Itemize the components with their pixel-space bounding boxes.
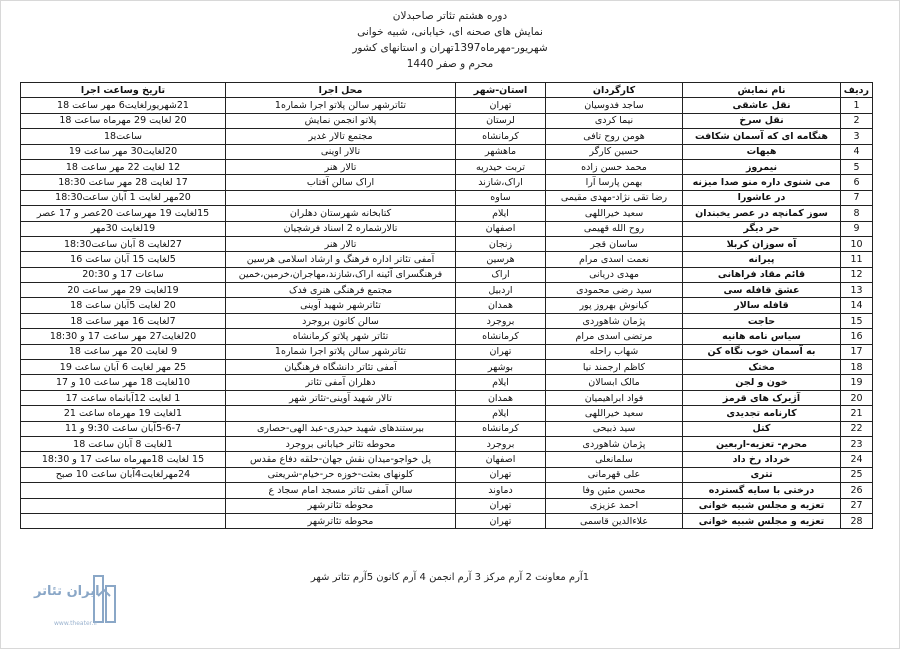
document-header (0, 8, 900, 72)
cell-province-city: ایلام (456, 406, 546, 421)
cell-venue: محوطه تئاتر خیابانی بروجرد (226, 436, 456, 451)
cell-row-number: 22 (841, 421, 873, 436)
cell-date-time (21, 513, 226, 528)
cell-row-number: 13 (841, 283, 873, 298)
cell-venue: تالار شهید آوینی-تئاتر شهر (226, 390, 456, 405)
cell-date-time: 19لغایت 30مهر (21, 221, 226, 236)
cell-date-time: 20مهر لغایت 1 آبان ساعت18:30 (21, 190, 226, 205)
cell-date-time: 24مهرلغایت4آبان ساعت 10 صبح (21, 467, 226, 482)
cell-row-number: 18 (841, 360, 873, 375)
table-row (21, 390, 873, 405)
cell-province-city: بوشهر (456, 360, 546, 375)
cell-date-time: 12 لغایت 22 مهر ساعت 18 (21, 159, 226, 174)
column-header-province-city: استان-شهر (456, 83, 546, 98)
cell-province-city: بروجرد (456, 313, 546, 328)
cell-date-time: 1لغایت 8 آبان ساعت 18 (21, 436, 226, 451)
cell-row-number: 1 (841, 98, 873, 113)
cell-province-city: ماهشهر (456, 144, 546, 159)
cell-venue: آمفی تئاتر دانشگاه فرهنگیان (226, 360, 456, 375)
cell-director: سعید خیراللهی (546, 206, 683, 221)
cell-province-city: لرستان (456, 113, 546, 128)
watermark-logo (14, 568, 124, 638)
table-header-row (21, 83, 873, 98)
cell-row-number: 27 (841, 498, 873, 513)
cell-venue: سالن آمفی تئاتر مسجد امام سجاد ع (226, 483, 456, 498)
cell-province-city: تهران (456, 344, 546, 359)
cell-venue: محوطه تئاترشهر (226, 498, 456, 513)
cell-director: مالک ابسالان (546, 375, 683, 390)
table-row (21, 498, 873, 513)
cell-show-title: عشق قافله سی (683, 283, 841, 298)
cell-row-number: 15 (841, 313, 873, 328)
cell-show-title: نیمروز (683, 159, 841, 174)
column-header-row-number: ردیف (841, 83, 873, 98)
cell-venue: تالار هنر (226, 159, 456, 174)
cell-row-number: 16 (841, 329, 873, 344)
cell-row-number: 20 (841, 390, 873, 405)
cell-show-title: خرداد رخ داد (683, 452, 841, 467)
table-row (21, 98, 873, 113)
cell-province-city: اراک،شازند (456, 175, 546, 190)
cell-show-title: آژیرک های قرمز (683, 390, 841, 405)
cell-date-time: 19لغایت 29 مهر ساعت 20 (21, 283, 226, 298)
cell-show-title: نقل سرخ (683, 113, 841, 128)
cell-row-number: 6 (841, 175, 873, 190)
table-row (21, 190, 873, 205)
cell-venue: آمفی تئاتر اداره فرهنگ و ارشاد اسلامی هرسین (226, 252, 456, 267)
cell-director: کیانوش بهروز پور (546, 298, 683, 313)
cell-director: روح الله قهیمی (546, 221, 683, 236)
table-row (21, 283, 873, 298)
cell-province-city: کرمانشاه (456, 329, 546, 344)
cell-date-time (21, 498, 226, 513)
cell-province-city: تربت حیدریه (456, 159, 546, 174)
cell-show-title: در عاشورا (683, 190, 841, 205)
cell-date-time: 1 لغایت 12آبانماه ساعت 17 (21, 390, 226, 405)
cell-province-city: ایلام (456, 206, 546, 221)
cell-show-title: می شنوی داره منو صدا میزنه (683, 175, 841, 190)
cell-venue: مجتمع فرهنگی هنری فدک (226, 283, 456, 298)
cell-province-city: هرسین (456, 252, 546, 267)
cell-date-time: 17 لغایت 28 مهر ساعت 18:30 (21, 175, 226, 190)
cell-province-city: کرمانشاه (456, 129, 546, 144)
table-row (21, 483, 873, 498)
cell-province-city: کرمانشاه (456, 421, 546, 436)
cell-row-number: 3 (841, 129, 873, 144)
cell-show-title: قائم مقاد فراهانی (683, 267, 841, 282)
cell-date-time: 5-6-7آبان ساعت 9:30 و 11 (21, 421, 226, 436)
cell-date-time: 5لغایت 15 آبان ساعت 16 (21, 252, 226, 267)
table-row (21, 129, 873, 144)
table-row (21, 313, 873, 328)
cell-date-time: 9 لغایت 20 مهر ساعت 18 (21, 344, 226, 359)
cell-director: شهاب راحله (546, 344, 683, 359)
cell-show-title: تعزیه و مجلس شبیه خوانی (683, 498, 841, 513)
cell-venue: پلاتو انجمن نمایش (226, 113, 456, 128)
column-header-date-time: تاریخ وساعت اجرا (21, 83, 226, 98)
table-row (21, 513, 873, 528)
table-row (21, 159, 873, 174)
table-row (21, 144, 873, 159)
cell-venue: تالار اوینی (226, 144, 456, 159)
cell-date-time: 20 لغایت 29 مهرماه ساعت 18 (21, 113, 226, 128)
cell-row-number: 11 (841, 252, 873, 267)
cell-row-number: 10 (841, 236, 873, 251)
column-header-show-title: نام نمایش (683, 83, 841, 98)
cell-venue: سالن کانون بروجرد (226, 313, 456, 328)
table-row (21, 406, 873, 421)
cell-province-city: تهران (456, 498, 546, 513)
cell-show-title: آه سوزان کربلا (683, 236, 841, 251)
cell-row-number: 5 (841, 159, 873, 174)
cell-row-number: 7 (841, 190, 873, 205)
cell-province-city: همدان (456, 390, 546, 405)
cell-date-time: ساعات 17 و 20:30 (21, 267, 226, 282)
header-line-2: نمایش های صحنه ای، خیابانی، شبیه خوانی (357, 26, 543, 38)
table-row (21, 236, 873, 251)
cell-show-title: حاجت (683, 313, 841, 328)
cell-show-title: سوز کمانچه در عصر یخبندان (683, 206, 841, 221)
theater-logo-icon (14, 568, 124, 638)
cell-venue: بیرستندهای شهید حیدری-عبد الهی-حصاری (226, 421, 456, 436)
cell-date-time (21, 483, 226, 498)
cell-show-title: درختی با سایه گسترده (683, 483, 841, 498)
cell-director: پژمان شاهوردی (546, 313, 683, 328)
cell-director: هومن روح تافی (546, 129, 683, 144)
cell-show-title: سیاس نامه هانیه (683, 329, 841, 344)
cell-show-title: نقل عاشقی (683, 98, 841, 113)
cell-show-title: مختک (683, 360, 841, 375)
cell-director: ساجد فدوسیان (546, 98, 683, 113)
cell-province-city: تهران (456, 513, 546, 528)
cell-row-number: 14 (841, 298, 873, 313)
cell-date-time: 20 لغایت 5آبان ساعت 18 (21, 298, 226, 313)
cell-director: علاءالدین قاسمی (546, 513, 683, 528)
cell-province-city: اردبیل (456, 283, 546, 298)
cell-venue: محوطه تئاترشهر (226, 513, 456, 528)
cell-date-time: 20لغایت30 مهر ساعت 19 (21, 144, 226, 159)
table-row (21, 360, 873, 375)
cell-venue: پل خواجو-میدان نقش جهان-حلقه دفاع مقدس (226, 452, 456, 467)
cell-province-city: تهران (456, 98, 546, 113)
cell-date-time: 27لغایت 8 آبان ساعت18:30 (21, 236, 226, 251)
cell-show-title: کتل (683, 421, 841, 436)
cell-province-city: اصفهان (456, 452, 546, 467)
column-header-director: کارگردان (546, 83, 683, 98)
table-row (21, 221, 873, 236)
table-row (21, 252, 873, 267)
cell-row-number: 19 (841, 375, 873, 390)
cell-date-time: 7لغایت 16 مهر ساعت 18 (21, 313, 226, 328)
cell-show-title: قافله سالار (683, 298, 841, 313)
cell-row-number: 17 (841, 344, 873, 359)
table-row (21, 206, 873, 221)
header-line-4: محرم و صفر 1440 (406, 58, 494, 70)
cell-venue (226, 190, 456, 205)
cell-venue: کتابخانه شهرستان دهلران (226, 206, 456, 221)
cell-director: سعید خیراللهی (546, 406, 683, 421)
cell-director: مرتضی اسدی مرام (546, 329, 683, 344)
column-header-venue: محل اجرا (226, 83, 456, 98)
cell-director: سید ذبیحی (546, 421, 683, 436)
cell-venue: کلونهای بعثت-خوزه حر-خیام-شریعتی (226, 467, 456, 482)
cell-director: کاظم ارجمند نیا (546, 360, 683, 375)
cell-venue: تالارشماره 2 اسناد فرشچیان (226, 221, 456, 236)
cell-show-title: محرم- تعزیه-اربعین (683, 436, 841, 451)
cell-date-time: ساعت18 (21, 129, 226, 144)
cell-show-title: هیهات (683, 144, 841, 159)
cell-date-time: 21شهریورلغایت6 مهر ساعت 18 (21, 98, 226, 113)
cell-date-time: 1لغایت 19 مهرماه ساعت 21 (21, 406, 226, 421)
cell-venue: تئاترشهر شهید آوینی (226, 298, 456, 313)
cell-province-city: ایلام (456, 375, 546, 390)
cell-director: حسین کارگر (546, 144, 683, 159)
table-row (21, 467, 873, 482)
cell-venue: مجتمع تالار غدیر (226, 129, 456, 144)
cell-date-time: 15 لغایت 18مهرماه ساعت 17 و 18:30 (21, 452, 226, 467)
cell-province-city: همدان (456, 298, 546, 313)
cell-show-title: خون و لجن (683, 375, 841, 390)
cell-director: پژمان شاهوردی (546, 436, 683, 451)
logo-url: www.theater.ir (54, 620, 98, 627)
cell-director: سید رضی محمودی (546, 283, 683, 298)
table-row (21, 344, 873, 359)
cell-province-city: ساوه (456, 190, 546, 205)
cell-director: رضا تقی نژاد-مهدی مقیمی (546, 190, 683, 205)
cell-province-city: تهران (456, 467, 546, 482)
cell-row-number: 8 (841, 206, 873, 221)
cell-director: فواد ابراهیمیان (546, 390, 683, 405)
cell-province-city: زنجان (456, 236, 546, 251)
table-row (21, 452, 873, 467)
cell-date-time: 10لغایت 18 مهر ساعت 10 و 17 (21, 375, 226, 390)
cell-date-time: 20لغایت27 مهر ساعت 17 و 18:30 (21, 329, 226, 344)
cell-director: مهدی دریانی (546, 267, 683, 282)
footer-note: 1آرم معاونت 2 آرم مرکز 3 آرم انجمن 4 آرم کانون 5آرم تئاتر شهر (310, 572, 590, 583)
cell-venue: دهلران آمفی تئاتر (226, 375, 456, 390)
schedule-table (20, 82, 873, 529)
table-row (21, 375, 873, 390)
cell-date-time: 15لغایت 19 مهرساعت 20عصر و 17 عصر (21, 206, 226, 221)
cell-director: سلمانعلی (546, 452, 683, 467)
header-line-3: شهریور-مهرماه1397تهران و استانهای کشور (352, 42, 548, 54)
cell-director: نعمت اسدی مرام (546, 252, 683, 267)
cell-show-title: تعزیه و مجلس شبیه خوانی (683, 513, 841, 528)
cell-director: بهمن پارسا آرا (546, 175, 683, 190)
cell-show-title: به آسمان خوب نگاه کن (683, 344, 841, 359)
cell-show-title: کارنامه تجدیدی (683, 406, 841, 421)
table-row (21, 113, 873, 128)
table-row (21, 421, 873, 436)
cell-venue: تئاترشهر سالن پلاتو اجرا شماره1 (226, 98, 456, 113)
cell-venue: فرهنگسرای آئینه اراک،شازند،مهاجران،خرمین،خمین (226, 267, 456, 282)
cell-venue: تئاترشهر سالن پلاتو اجرا شماره1 (226, 344, 456, 359)
cell-province-city: اراک (456, 267, 546, 282)
cell-director: علی قهرمانی (546, 467, 683, 482)
cell-row-number: 12 (841, 267, 873, 282)
cell-director: محمد حسن زاده (546, 159, 683, 174)
table-row (21, 175, 873, 190)
table-row (21, 267, 873, 282)
cell-venue (226, 406, 456, 421)
cell-venue: اراک سالن آفتاب (226, 175, 456, 190)
cell-director: نیما کردی (546, 113, 683, 128)
cell-show-title: پیرانه (683, 252, 841, 267)
cell-row-number: 28 (841, 513, 873, 528)
logo-name: ایران تئاتر (34, 584, 100, 599)
cell-row-number: 2 (841, 113, 873, 128)
cell-show-title: هنگامه ای که آسمان شکافت (683, 129, 841, 144)
table-body (21, 98, 873, 529)
cell-row-number: 21 (841, 406, 873, 421)
cell-row-number: 24 (841, 452, 873, 467)
cell-province-city: اصفهان (456, 221, 546, 236)
cell-row-number: 23 (841, 436, 873, 451)
cell-row-number: 25 (841, 467, 873, 482)
table-row (21, 436, 873, 451)
cell-row-number: 4 (841, 144, 873, 159)
cell-director: محسن مئین وفا (546, 483, 683, 498)
cell-date-time: 25 مهر لغایت 6 آبان ساعت 19 (21, 360, 226, 375)
cell-province-city: دماوند (456, 483, 546, 498)
cell-venue: تالار هنر (226, 236, 456, 251)
cell-show-title: تتری (683, 467, 841, 482)
cell-venue: تئاتر شهر پلاتو کرمانشاه (226, 329, 456, 344)
cell-row-number: 9 (841, 221, 873, 236)
header-line-1: دوره هشتم تئاتر صاحبدلان (392, 10, 508, 22)
cell-row-number: 26 (841, 483, 873, 498)
cell-director: احمد عزیزی (546, 498, 683, 513)
table-row (21, 329, 873, 344)
cell-show-title: حر دیگر (683, 221, 841, 236)
cell-province-city: بروجرد (456, 436, 546, 451)
cell-director: ساسان قجر (546, 236, 683, 251)
table-row (21, 298, 873, 313)
